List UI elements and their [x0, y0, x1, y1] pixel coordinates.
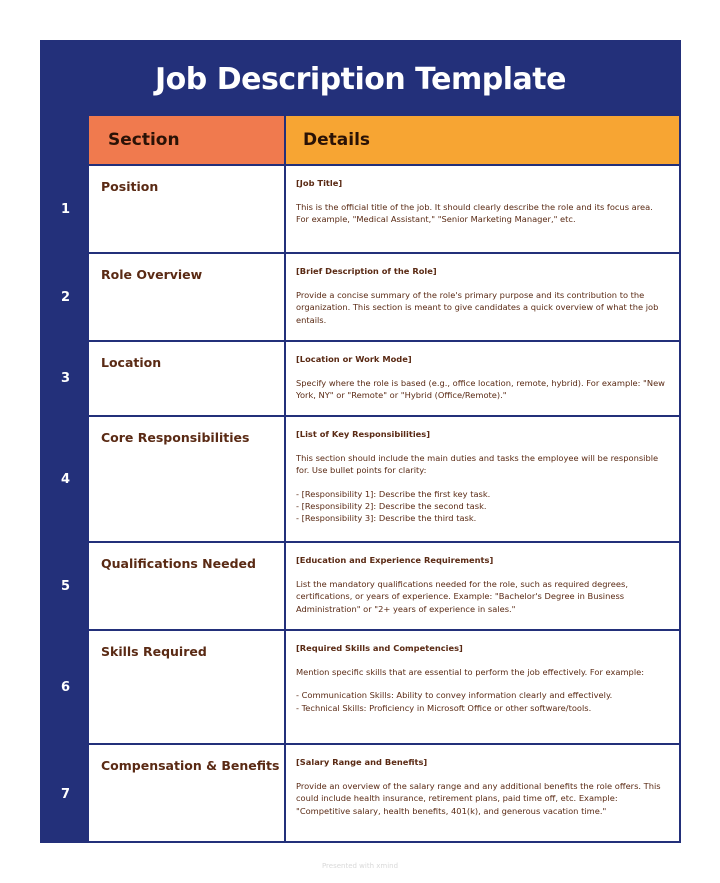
footer-credit: Presented with xmind: [321, 862, 399, 870]
table-row: [42, 743, 679, 843]
row-number: 5: [42, 543, 89, 629]
details-text: This is the official title of the job. It should clearly describe the role and its focus area. For example, "Medical Assistant," "Senior Marketing Manager," etc.: [296, 202, 653, 225]
details-subtitle: [List of Key Responsibilities]: [296, 429, 431, 439]
section-name: Position: [89, 166, 286, 252]
details-bullet: - Technical Skills: Proficiency in Microsoft Office or other software/tools.: [296, 702, 592, 713]
table-row: [42, 629, 679, 743]
details-text: Specify where the role is based (e.g., office location, remote, hybrid). For example: "New York, NY" or "Remote" or "Hybrid (Office/Remote).": [296, 378, 665, 401]
details-cell: [286, 631, 679, 743]
section-name: Role Overview: [89, 254, 286, 340]
details-text: Provide a concise summary of the role's primary purpose and its contribution to the organization. This section is meant to give candidates a quick overview of what the job entails.: [296, 290, 659, 325]
header-row: [89, 116, 679, 164]
details-bullet: - [Responsibility 2]: Describe the second task.: [296, 500, 487, 511]
table-row: [42, 164, 679, 252]
details-bullet: - [Responsibility 1]: Describe the first key task.: [296, 488, 491, 499]
details-subtitle: [Required Skills and Competencies]: [296, 643, 463, 653]
section-name: Qualifications Needed: [89, 543, 286, 629]
details-text: Provide an overview of the salary range and any additional benefits the role offers. This could include health insurance, retirement plans, paid time off, etc. Example: "Competitive salary, health benefits, 401(k), and generous vacation time.": [296, 781, 661, 816]
page-title: Job Description Template: [42, 42, 679, 116]
section-name: Skills Required: [89, 631, 286, 743]
details-text: Mention specific skills that are essential to perform the job effectively. For example:: [296, 667, 645, 678]
details-subtitle: [Brief Description of the Role]: [296, 266, 437, 276]
row-number: 7: [42, 745, 89, 843]
details-subtitle: [Education and Experience Requirements]: [296, 555, 494, 565]
table-row: [42, 252, 679, 340]
row-number: 6: [42, 631, 89, 743]
row-number: 4: [42, 417, 89, 541]
details-header: Details: [286, 116, 679, 164]
table-row: [42, 415, 679, 541]
table-row: [42, 541, 679, 629]
details-cell: [286, 745, 679, 843]
details-cell: [286, 417, 679, 541]
details-bullet: - [Responsibility 3]: Describe the third task.: [296, 513, 477, 524]
job-description-table: [40, 40, 681, 843]
section-name: Core Responsibilities: [89, 417, 286, 541]
section-name: Location: [89, 342, 286, 415]
details-text: List the mandatory qualifications needed for the role, such as required degrees, certifications, or years of experience. Example: "Bachelor's Degree in Business Administration" or "2+ years of experience in sales.": [296, 579, 628, 614]
details-cell: [286, 543, 679, 629]
details-cell: [286, 254, 679, 340]
table-row: [42, 340, 679, 415]
row-number: 3: [42, 342, 89, 415]
details-text: This section should include the main duties and tasks the employee will be responsible for. Use bullet points for clarity:: [296, 453, 659, 476]
details-subtitle: [Location or Work Mode]: [296, 354, 412, 364]
row-number: 2: [42, 254, 89, 340]
details-subtitle: [Salary Range and Benefits]: [296, 757, 428, 767]
section-header: Section: [89, 116, 286, 164]
details-cell: [286, 342, 679, 415]
details-bullet: - Communication Skills: Ability to convey information clearly and effectively.: [296, 690, 613, 701]
row-number: 1: [42, 166, 89, 252]
details-cell: [286, 166, 679, 252]
details-subtitle: [Job Title]: [296, 178, 343, 188]
section-name: Compensation & Benefits: [89, 745, 286, 843]
